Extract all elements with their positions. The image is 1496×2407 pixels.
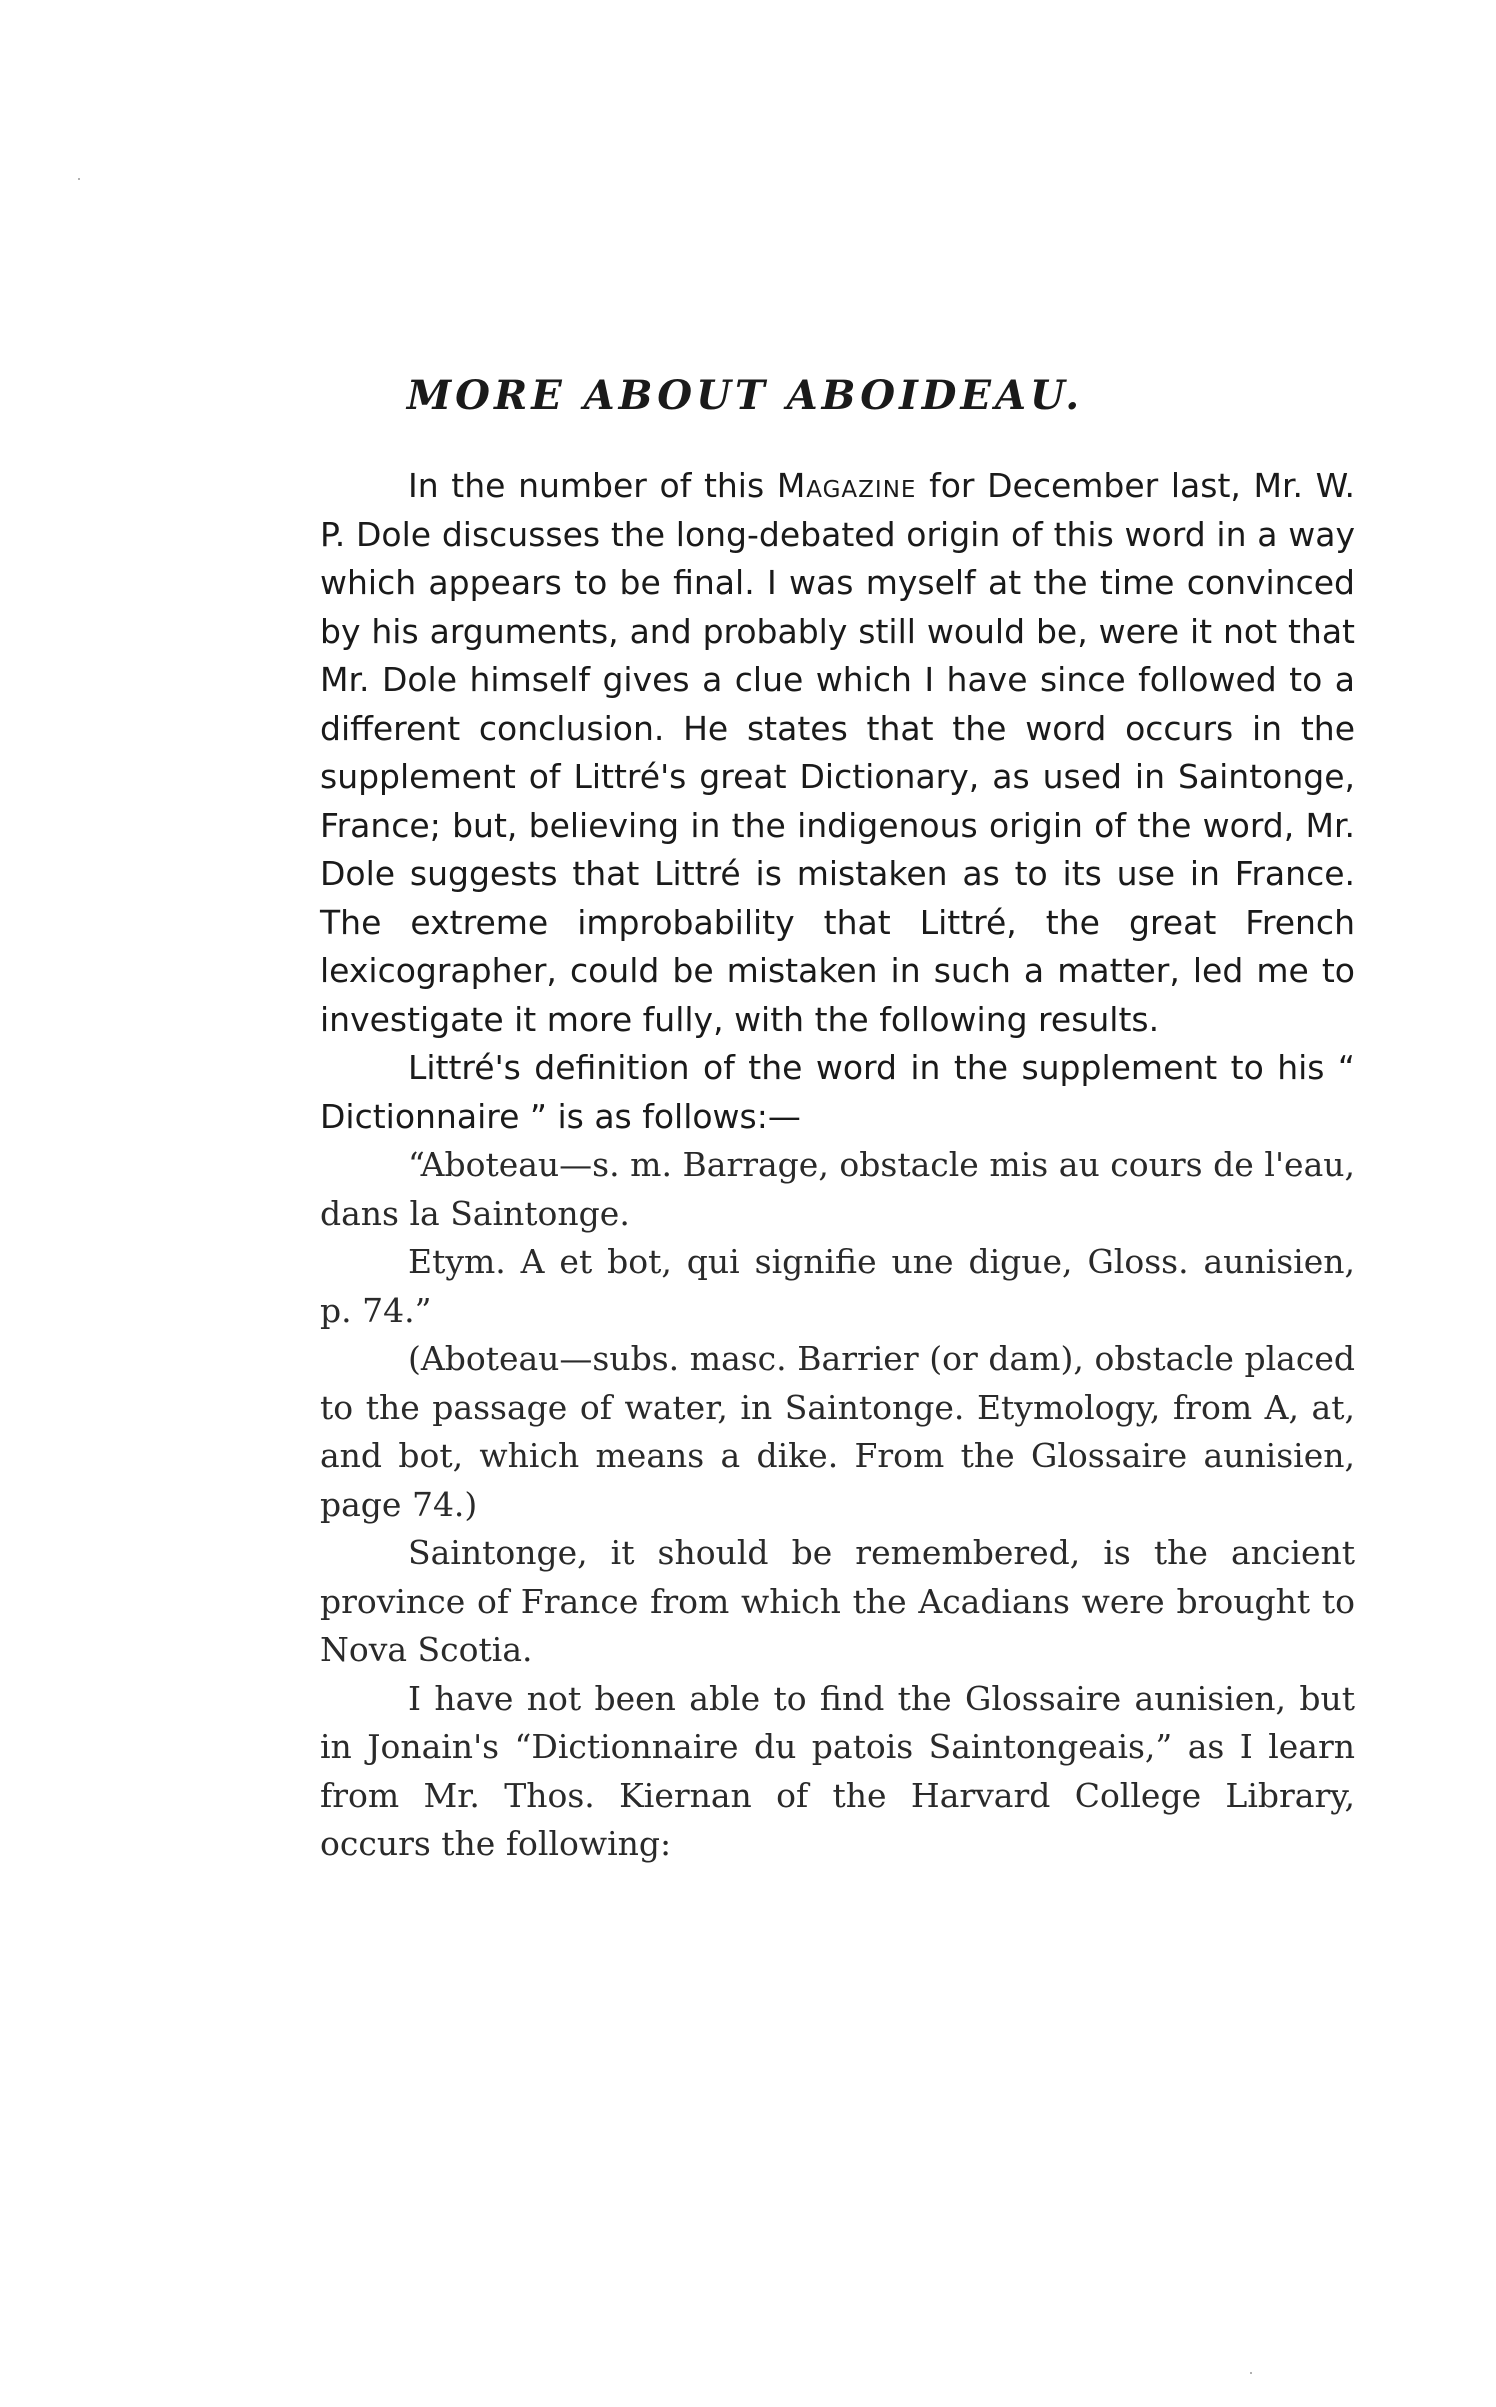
translation-paragraph: (Aboteau—subs. masc. Barrier (or dam), obstacle placed to the passage of water, in Saintonge. Etymology, from A, at, and bot, which means a dike. From the Glossaire aunisien, page 74.): [320, 1339, 1355, 1524]
magazine-name: Magazine: [776, 466, 917, 505]
paragraph-glossaire: I have not been able to find the Glossaire aunisien, but in Jonain's “Dictionnaire du patois Saintongeais,” as I learn from Mr. Thos. Kiernan of the Harvard College Library, occurs the following:: [320, 1678, 1355, 1863]
quote-etymology: Etym. A et bot, qui signifie une digue, Gloss. aunisien, p. 74.”: [320, 1242, 1355, 1330]
paragraph-saintonge: Saintonge, it should be remembered, is the ancient province of France from which the Acadians were brought to Nova Scotia.: [320, 1533, 1355, 1669]
paragraph-2: Littré's definition of the word in the supplement to his “ Dictionnaire ” is as follows:—: [320, 1048, 1355, 1136]
quote-definition: “Aboteau—s. m. Barrage, obstacle mis au cours de l'eau, dans la Saintonge.: [320, 1145, 1355, 1233]
page-title: MORE ABOUT ABOIDEAU.: [406, 372, 1084, 419]
scan-speck: [1250, 2372, 1252, 2374]
scan-speck: [78, 178, 80, 180]
paragraph-1: In the number of this Magazine for December last, Mr. W. P. Dole discusses the long-debated origin of this word in a way which appears to be final. I was myself at the time convinced by his arguments, and probably still would be, were it not that Mr. Dole himself gives a clue which I have since followed to a different conclusion. He states that the word occurs in the supplement of Littré's great Dictionary, as used in Saintonge, France; but, believing in the indigenous origin of the word, Mr. Dole suggests that Littré is mistaken as to its use in France. The extreme improbability that Littré, the great French lexicographer, could be mistaken in such a matter, led me to investigate it more fully, with the following results.: [320, 466, 1355, 1039]
article-body: [320, 462, 1355, 1869]
